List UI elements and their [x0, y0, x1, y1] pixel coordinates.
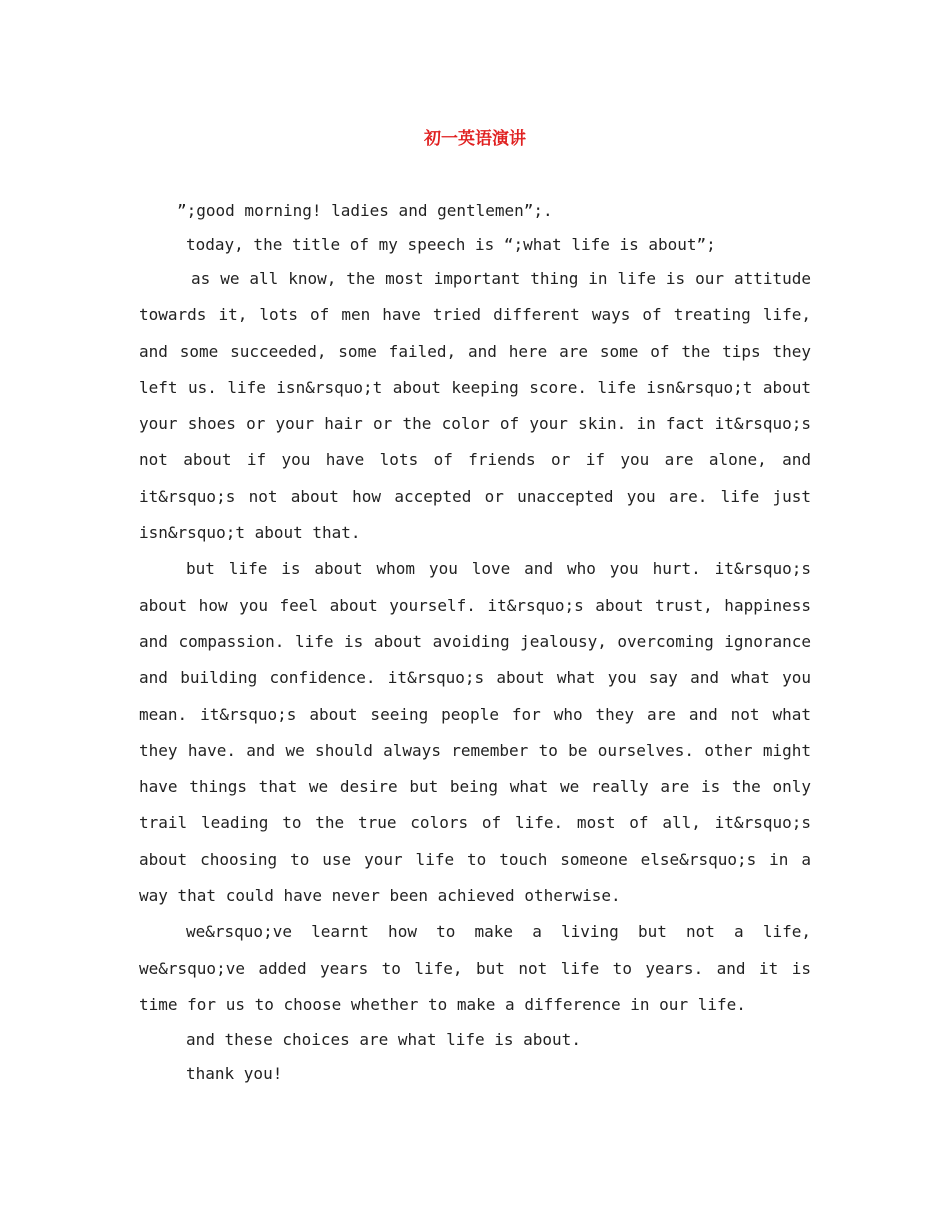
document-title: 初一英语演讲: [424, 129, 526, 149]
paragraph-making-a-living: we&rsquo;ve learnt how to make a living but not a life, we&rsquo;ve added years to life, but not life to years. and it is time for us to choose whether to make a difference in our life.: [139, 922, 811, 1014]
paragraph-attitude: as we all know, the most important thing in life is our attitude towards it, lots of men have tried different ways of treating life, and some succeeded, some failed, and here are some of the tips they left us. life isn&rsquo;t about keeping score. life isn&rsquo;t about your shoes or your hair or the color of your skin. in fact it&rsquo;s not about if you have lots of friends or if you are alone, and it&rsquo;s not about how accepted or unaccepted you are. life just isn&rsquo;t about that.: [139, 269, 811, 543]
paragraph-thank-you: thank you!: [186, 1063, 283, 1083]
paragraph-greeting: ”;good morning! ladies and gentlemen”;.: [177, 201, 553, 220]
speech-body: [139, 194, 811, 1090]
paragraph-life-is-about: but life is about whom you love and who you hurt. it&rsquo;s about how you feel about yourself. it&rsquo;s about trust, happiness and compassion. life is about avoiding jealousy, overcoming ignorance and building confidence. it&rsquo;s about what you say and what you mean. it&rsquo;s about seeing people for who they are and not what they have. and we should always remember to be ourselves. other might have things that we desire but being what we really are is the only trail leading to the true colors of life. most of all, it&rsquo;s about choosing to use your life to touch someone else&rsquo;s in a way that could have never been achieved otherwise.: [139, 559, 811, 906]
paragraph-speech-title: today, the title of my speech is “;what life is about”;: [186, 234, 716, 254]
paragraph-choices: and these choices are what life is about.: [186, 1030, 581, 1050]
